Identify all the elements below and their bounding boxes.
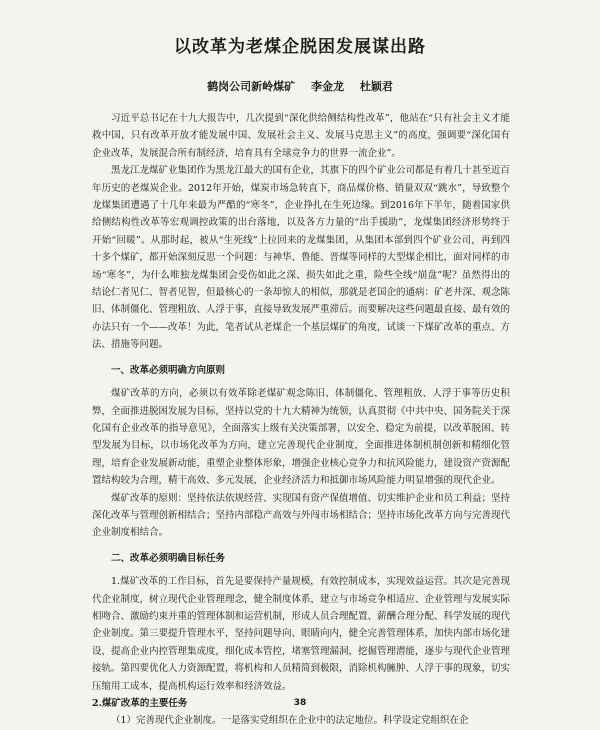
author-name: 杜颖君	[359, 80, 393, 93]
body-paragraph: 煤矿改革的原则：坚持依法依规经营、实现国有资产保值增值、切实维护企业和员工利益；坚持深化改革与管理创新相结合；坚持内部稳产高效与外闯市场相结合；坚持市场化改革方向与完善现代企业制度相结合。	[92, 492, 511, 539]
section-heading: 二、改革必须明确目标任务	[111, 552, 226, 564]
body-paragraph: （1）完善现代企业制度。一是落实党组织在企业中的法定地位。科学设定党组织在企	[111, 715, 469, 727]
section-heading: 一、改革必须明确方向原则	[111, 364, 226, 376]
author-line	[0, 78, 600, 94]
article-title: 以改革为老煤企脱困发展谋出路	[174, 37, 426, 57]
subsection-heading: 2.煤矿改革的主要任务	[92, 698, 188, 709]
intro-paragraph: 黑龙江龙煤矿业集团作为黑龙江最大的国有企业，其旗下的四个矿业公司都是有着几十甚至近百年历史的老煤炭企业。2012年开始，煤炭市场急转直下，商品煤价格、销量双双“跳水”，导致整个龙煤集团遭遇了十几年来最为严酷的“寒冬”，企业挣扎在生死边缘。到2016年下半年，随着国家供给侧结构性改革等宏观调控政策的出台落地，以及各方力量的“出手援助”，龙煤集团经济形势终于开始“回暖”。从那时起，被从“生死线”上拉回来的龙煤集团，从集团本部到四个矿业公司，再到四十多个煤矿，都开始深刻反思一个问题：与神华、鲁能、晋煤等同样的大型煤企相比，面对同样的市场“寒冬”，为什么唯独龙煤集团会受伤如此之深、损失如此之重，险些全线“崩盘”呢？虽然得出的结论仁者见仁、智者见智，但最核心的一条却惊人的相似，那就是老国企的通病：矿老井深、观念陈旧、体制僵化、管理粗放、人浮于事，直接导致发展严重滞后。而要解决这些问题最直接、最有效的办法只有一个——改革！为此，笔者试从老煤企一个基层煤矿的角度，试谈一下煤矿改革的重点、方法、措施等问题。	[92, 165, 511, 351]
body-paragraph: 1.煤矿改革的工作目标，首先是要保持产量规模，有效控制成本，实现效益运营。其次是完善现代企业制度，树立现代企业管理理念，健全制度体系，建立与市场竞争相适应、企业管理与发展实际相吻合、激励约束并重的管理体制和运营机制，形成人员合理配置、薪酬合理分配、科学发展的现代企业制度。第三要提升管理水平，坚持问题导向、眼睛向内，健全完善管理体系，加快内部市场化建设，提高企业内控管理集成度，细化成本管控，堵塞管理漏洞，挖掘管理潜能，逐步与现代企业管理接轨。第四要优化人力资源配置，将机构和人员精简到极限，消除机构臃肿、人浮于事的现象，切实压缩用工成本，提高机构运行效率和经济效益。	[92, 576, 511, 692]
body-paragraph: 煤矿改革的方向，必须以有效革除老煤矿观念陈旧、体制僵化、管理粗放、人浮于事等历史积弊，全面推进脱困发展为目标，坚持以党的十九大精神为统领，认真贯彻《中共中央、国务院关于深化国有企业改革的指导意见》，全面落实上级有关決策部署，以安全、稳定为前提，以改革脱困、转型发展为目标，以市场化改革为方向，建立完善现代企业制度，全面推进体制机制创新和精细化管理，培育企业发展新动能，重塑企业整体形象，增强企业核心竞争力和抗风险能力，建设资产资源配置结构较为合理，精干高效、多元发展，企业经济活力和抵御市场风险能力明显增强的现代企业。	[92, 388, 511, 487]
author-name: 李金龙	[311, 80, 344, 93]
page-number: 38	[293, 698, 307, 708]
intro-paragraph: 习近平总书记在十九大报告中，几次提到“深化供给侧结构性改革”，他站在“只有社会主义才能救中国，只有改革开放才能发展中国、发展社会主义、发展马克思主义”的高度，强调要“深化国有企业改革，发展混合所有制经济，培育具有全球竞争力的世界一流企业”。	[92, 113, 510, 159]
article-body	[92, 110, 510, 730]
author-affiliation: 鹤岗公司新岭煤矿	[207, 80, 296, 93]
